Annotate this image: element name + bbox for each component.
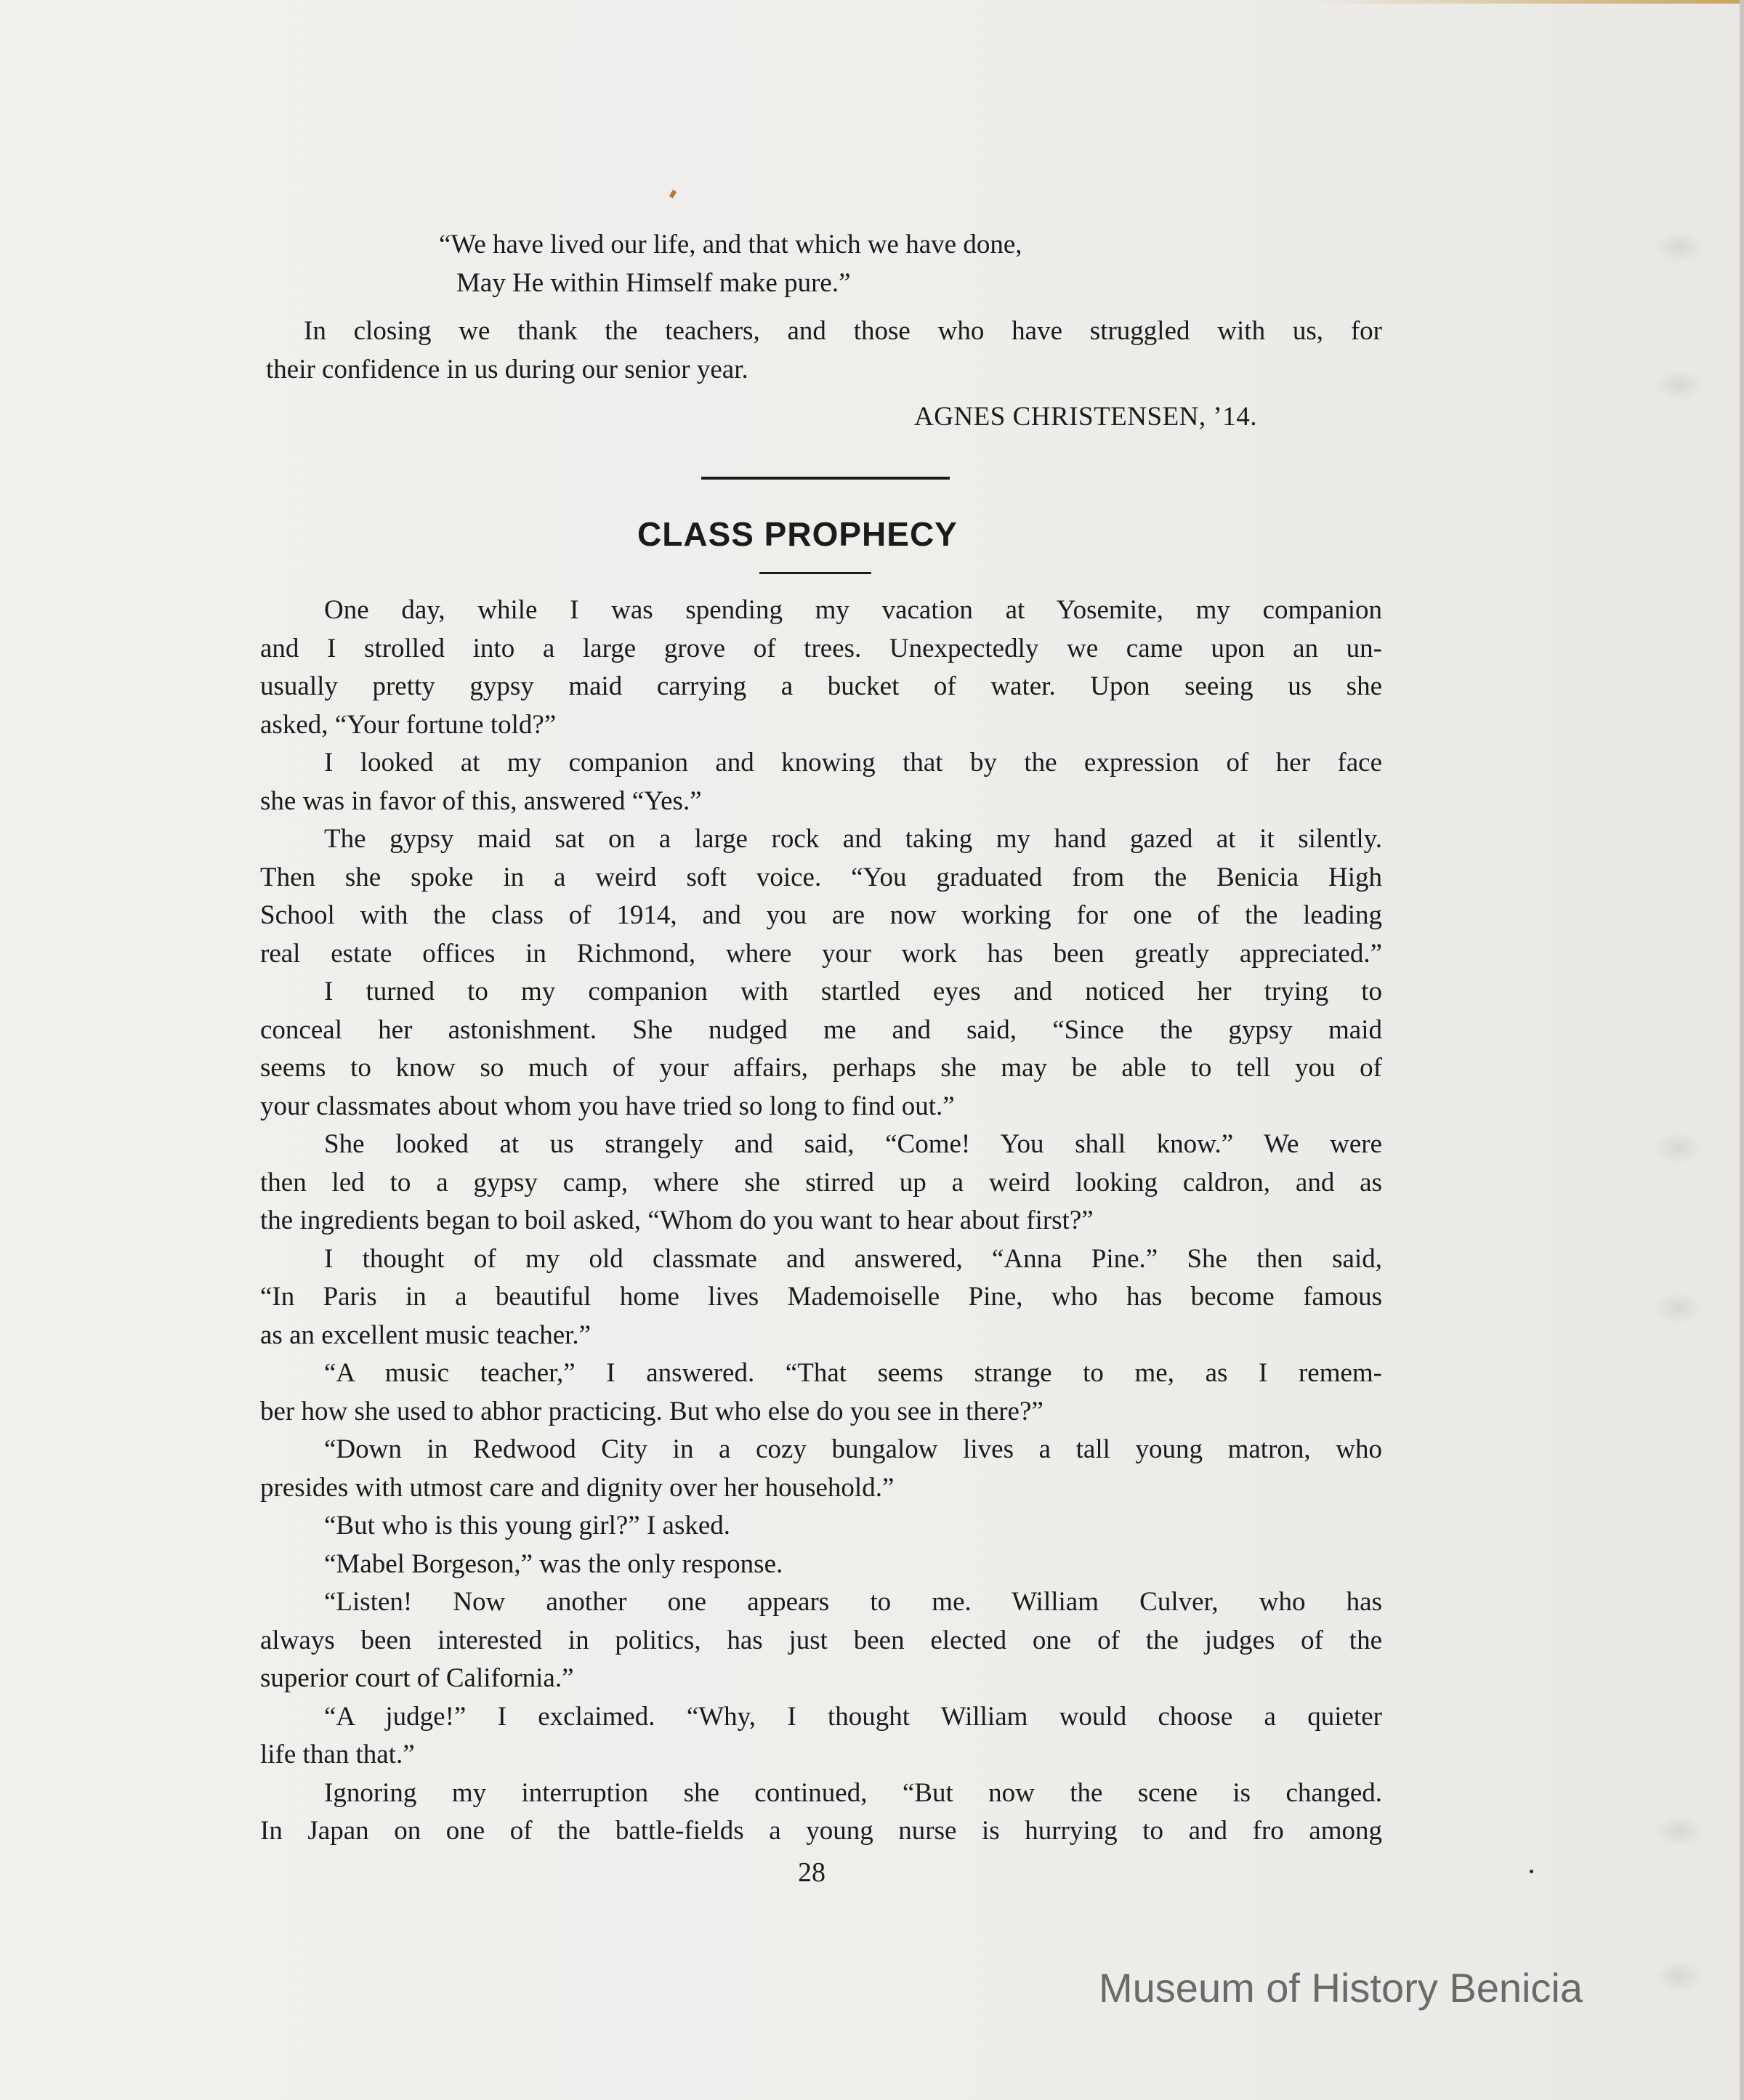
body-line: Ignoring my interruption she continued, “But now the scene is changed. bbox=[324, 1777, 1382, 1808]
body-line: presides with utmost care and dignity over her household.” bbox=[260, 1472, 895, 1503]
body-line: conceal her astonishment. She nudged me and said, “Since the gypsy maid bbox=[260, 1014, 1382, 1045]
body-line: always been interested in politics, has just been elected one of the judges of the bbox=[260, 1625, 1382, 1655]
body-line: superior court of California.” bbox=[260, 1663, 574, 1693]
ink-speck bbox=[669, 190, 677, 198]
body-line: seems to know so much of your affairs, perhaps she may be able to tell you of bbox=[260, 1053, 1382, 1083]
author-signature: AGNES CHRISTENSEN, ’14. bbox=[914, 402, 1257, 432]
body-line: I looked at my companion and knowing that by the expression of her face bbox=[324, 748, 1382, 778]
binding-hole bbox=[1657, 1817, 1700, 1846]
section-heading: CLASS PROPHECY bbox=[637, 515, 958, 553]
body-line: School with the class of 1914, and you are now working for one of the leading bbox=[260, 900, 1382, 930]
body-line: Then she spoke in a weird soft voice. “You graduated from the Benicia High bbox=[260, 862, 1382, 892]
binding-hole bbox=[1657, 371, 1700, 400]
body-line: In Japan on one of the battle-fields a young nurse is hurrying to and fro among bbox=[260, 1816, 1382, 1846]
body-line: as an excellent music teacher.” bbox=[260, 1320, 592, 1350]
body-line: “A judge!” I exclaimed. “Why, I thought William would choose a quieter bbox=[324, 1701, 1382, 1732]
body-line: asked, “Your fortune told?” bbox=[260, 709, 557, 740]
binding-hole bbox=[1657, 233, 1700, 262]
section-divider bbox=[701, 477, 950, 480]
body-line: usually pretty gypsy maid carrying a bucket of water. Upon seeing us she bbox=[260, 671, 1382, 701]
body-line: “A music teacher,” I answered. “That seems strange to me, as I remem- bbox=[324, 1358, 1382, 1388]
binding-hole bbox=[1657, 1962, 1700, 1991]
page-number: 28 bbox=[798, 1857, 825, 1888]
body-line: The gypsy maid sat on a large rock and taking my hand gazed at it silently. bbox=[324, 824, 1382, 854]
binding-hole bbox=[1657, 1134, 1700, 1163]
poem-line-1: “We have lived our life, and that which we have done, bbox=[439, 230, 1022, 259]
body-line: real estate offices in Richmond, where your work has been greatly appreciated.” bbox=[260, 938, 1382, 969]
ink-speck bbox=[1530, 1870, 1533, 1873]
body-line: One day, while I was spending my vacation at Yosemite, my companion bbox=[324, 595, 1382, 625]
body-text bbox=[260, 591, 1382, 1851]
heading-underline bbox=[759, 572, 871, 574]
binding-hole bbox=[1657, 1293, 1700, 1322]
poem-line-2: May He within Himself make pure.” bbox=[456, 268, 851, 298]
body-line: I thought of my old classmate and answered, “Anna Pine.” She then said, bbox=[324, 1243, 1382, 1274]
museum-watermark: Museum of History Benicia bbox=[1099, 1965, 1583, 2011]
body-line: “Listen! Now another one appears to me. William Culver, who has bbox=[324, 1587, 1382, 1617]
body-line: life than that.” bbox=[260, 1740, 415, 1769]
page-right-edge bbox=[1740, 0, 1744, 2100]
page-top-edge bbox=[1308, 0, 1744, 4]
body-line: “Down in Redwood City in a cozy bungalow lives a tall young matron, who bbox=[324, 1434, 1382, 1464]
body-line: I turned to my companion with startled eyes and noticed her trying to bbox=[324, 977, 1382, 1006]
body-line: and I strolled into a large grove of trees. Unexpectedly we came upon an un- bbox=[260, 633, 1382, 663]
body-line: “In Paris in a beautiful home lives Mademoiselle Pine, who has become famous bbox=[260, 1282, 1382, 1312]
body-line: “Mabel Borgeson,” was the only response. bbox=[324, 1548, 783, 1579]
body-line: the ingredients began to boil asked, “Whom do you want to hear about first?” bbox=[260, 1206, 1094, 1235]
body-line: “But who is this young girl?” I asked. bbox=[324, 1511, 731, 1540]
body-line: then led to a gypsy camp, where she stirred up a weird looking caldron, and as bbox=[260, 1167, 1382, 1198]
closing-line-2: their confidence in us during our senior year. bbox=[266, 355, 748, 384]
closing-line-1: In closing we thank the teachers, and those who have struggled with us, for bbox=[304, 316, 1382, 346]
body-line: she was in favor of this, answered “Yes.” bbox=[260, 786, 702, 816]
body-line: ber how she used to abhor practicing. But who else do you see in there?” bbox=[260, 1396, 1043, 1426]
body-line: your classmates about whom you have tried so long to find out.” bbox=[260, 1091, 955, 1121]
body-line: She looked at us strangely and said, “Come! You shall know.” We were bbox=[324, 1129, 1382, 1159]
